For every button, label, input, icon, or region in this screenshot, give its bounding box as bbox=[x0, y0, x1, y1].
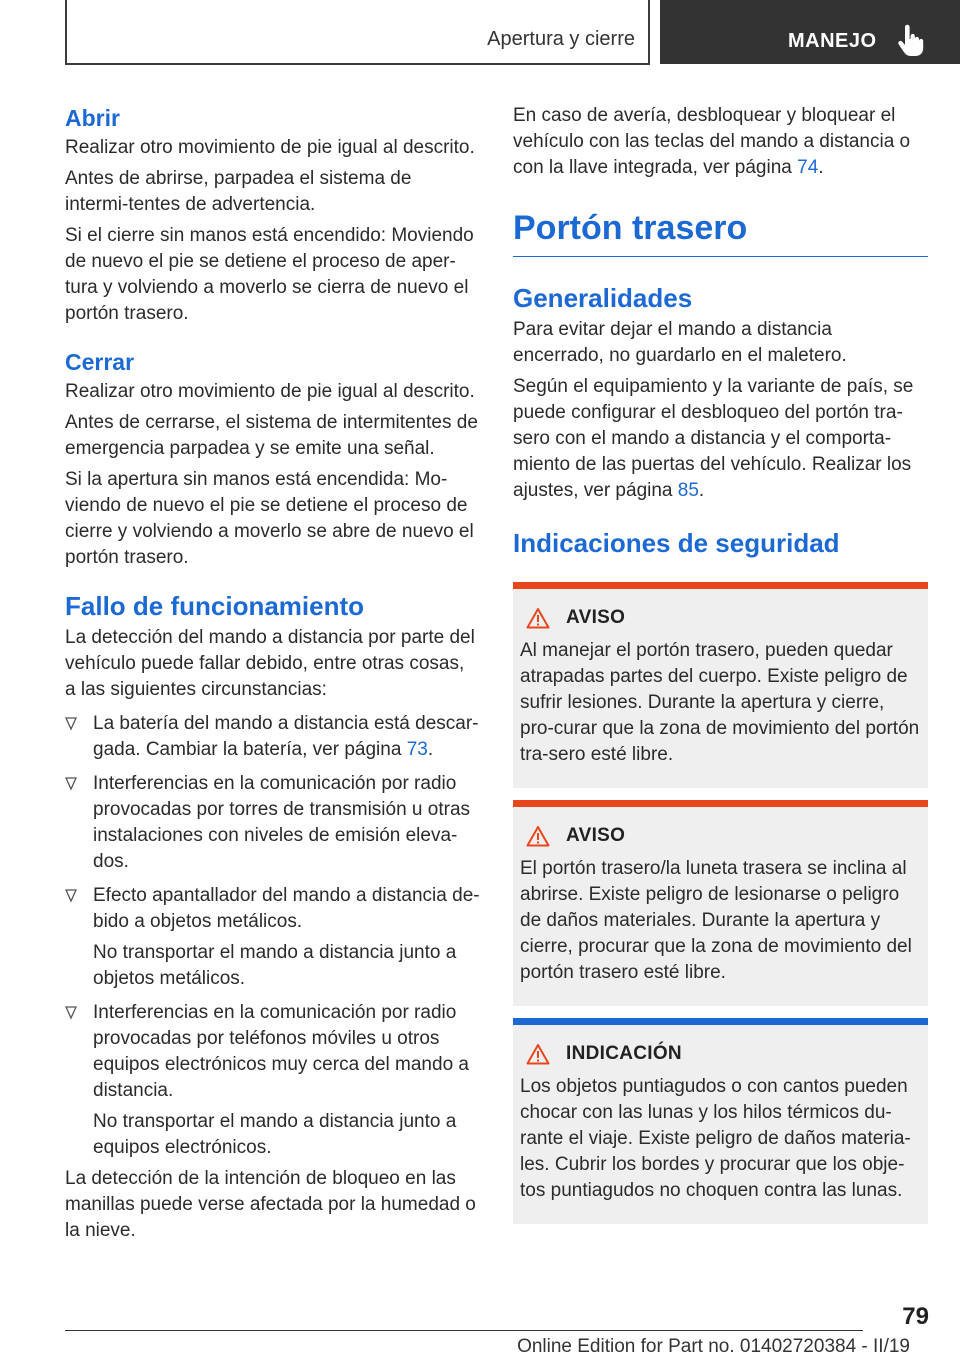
paragraph: Si el cierre sin manos está encendido: Moviendo de nuevo el pie se detiene el proceso de aper‐tura y volviendo a moverlo se cierra de nuevo el portón trasero. bbox=[65, 225, 474, 324]
bullet-triangle-icon bbox=[65, 889, 77, 903]
heading-generalidades: Generalidades bbox=[513, 283, 693, 313]
heading-fallo: Fallo de funcionamiento bbox=[65, 591, 365, 621]
header-rule-divider bbox=[648, 0, 650, 64]
warning-bar bbox=[513, 800, 928, 807]
list-item: Interferencias en la comunicación por radio provocadas por teléfonos móviles u otros equipos electrónicos muy cerca del mando a distancia. No transportar el mando a distancia junto a equipos electrónicos. bbox=[65, 1000, 480, 1161]
list-item: Interferencias en la comunicación por radio provocadas por torres de transmisión u otras instalaciones con niveles de emisión eleva‐dos. bbox=[65, 771, 480, 875]
warning-triangle-icon bbox=[526, 1043, 550, 1065]
bullet-triangle-icon bbox=[65, 777, 77, 791]
right-column bbox=[513, 100, 928, 1224]
list-item: La batería del mando a distancia está descar‐gada. Cambiar la batería, ver página 73. bbox=[65, 711, 480, 763]
chapter-tab[interactable] bbox=[660, 0, 960, 64]
list-item: Efecto apantallador del mando a distancia de‐bido a objetos metálicos. No transportar el mando a distancia junto a objetos metálicos. bbox=[65, 883, 480, 992]
left-column bbox=[65, 100, 480, 1244]
header-rule-left bbox=[65, 0, 67, 64]
paragraph: Antes de abrirse, parpadea el sistema de intermi‐tentes de advertencia. bbox=[65, 168, 412, 215]
page-link-85[interactable]: 85 bbox=[677, 480, 699, 501]
page-link-74[interactable]: 74 bbox=[797, 157, 819, 178]
hand-pointer-icon bbox=[896, 24, 926, 58]
paragraph: Realizar otro movimiento de pie igual al descrito. bbox=[65, 381, 475, 402]
bullet-list bbox=[65, 711, 480, 1161]
note-bar bbox=[513, 1018, 928, 1025]
heading-abrir: Abrir bbox=[65, 105, 120, 131]
warning-label: AVISO bbox=[566, 825, 626, 846]
paragraph: La detección del mando a distancia por parte del vehículo puede fallar debido, entre otras cosas, a las siguientes circunstancias: bbox=[65, 627, 475, 700]
paragraph: Para evitar dejar el mando a distancia encerrado, no guardarlo en el maletero. bbox=[513, 319, 847, 366]
bullet-triangle-icon bbox=[65, 1006, 77, 1020]
paragraph: Según el equipamiento y la variante de país, se puede configurar el desbloqueo del portón tra‐sero con el mando a distancia y el comporta‐miento de las puertas del vehículo. Realizar los ajustes, ver página 85. bbox=[513, 376, 914, 501]
warning-text: El portón trasero/la luneta trasera se inclina al abrirse. Existe peligro de lesionarse o peligro de daños materiales. Durante la apertura y cierre, procurar que la zona de movimiento del portón trasero esté libre. bbox=[520, 858, 912, 983]
note-label: INDICACIÓN bbox=[566, 1043, 682, 1064]
bullet-triangle-icon bbox=[65, 717, 77, 731]
page-link-73[interactable]: 73 bbox=[406, 739, 428, 760]
chapter-tab-label: MANEJO bbox=[788, 30, 877, 52]
heading-cerrar: Cerrar bbox=[65, 349, 135, 375]
warning-triangle-icon bbox=[526, 825, 550, 847]
note-box bbox=[513, 1018, 928, 1224]
heading-indicaciones-seguridad: Indicaciones de seguridad bbox=[513, 528, 840, 558]
warning-bar bbox=[513, 582, 928, 589]
heading-underline bbox=[513, 256, 928, 257]
warning-triangle-icon bbox=[526, 607, 550, 629]
paragraph: Realizar otro movimiento de pie igual al descrito. bbox=[65, 137, 475, 158]
heading-porton-trasero: Portón trasero bbox=[513, 209, 748, 247]
warning-box bbox=[513, 800, 928, 1006]
paragraph: En caso de avería, desbloquear y bloquear el vehículo con las teclas del mando a distancia o con la llave integrada, ver página 74. bbox=[513, 105, 911, 178]
paragraph: La detección de la intención de bloqueo en las manillas puede verse afectada por la humedad o la nieve. bbox=[65, 1168, 476, 1241]
header-section-title: Apertura y cierre bbox=[487, 28, 635, 50]
page-number: 79 bbox=[902, 1303, 929, 1330]
footer-rule bbox=[65, 1330, 863, 1331]
paragraph: Antes de cerrarse, el sistema de intermitentes de emergencia parpadea y se emite una señal. bbox=[65, 412, 478, 459]
paragraph: Si la apertura sin manos está encendida: Mo‐viendo de nuevo el pie se detiene el proceso de cierre y volviendo a moverlo se abre de nuevo el portón trasero. bbox=[65, 469, 474, 568]
warning-box bbox=[513, 582, 928, 788]
note-text: Los objetos puntiagudos o con cantos pueden chocar con las lunas y los hilos térmicos du‐rante el viaje. Existe peligro de daños materia‐les. Cubrir los bordes y procurar que los obje‐tos puntiagudos no choquen contra las lunas. bbox=[520, 1076, 911, 1201]
warning-label: AVISO bbox=[566, 607, 626, 628]
header-rule-bottom bbox=[65, 63, 650, 65]
footer-edition: Online Edition for Part no. 01402720384 - II/19 bbox=[517, 1336, 910, 1357]
warning-text: Al manejar el portón trasero, pueden quedar atrapadas partes del cuerpo. Existe peligro de sufrir lesiones. Durante la apertura y cierre, pro‐curar que la zona de movimiento del portón tra‐sero esté libre. bbox=[520, 640, 920, 765]
